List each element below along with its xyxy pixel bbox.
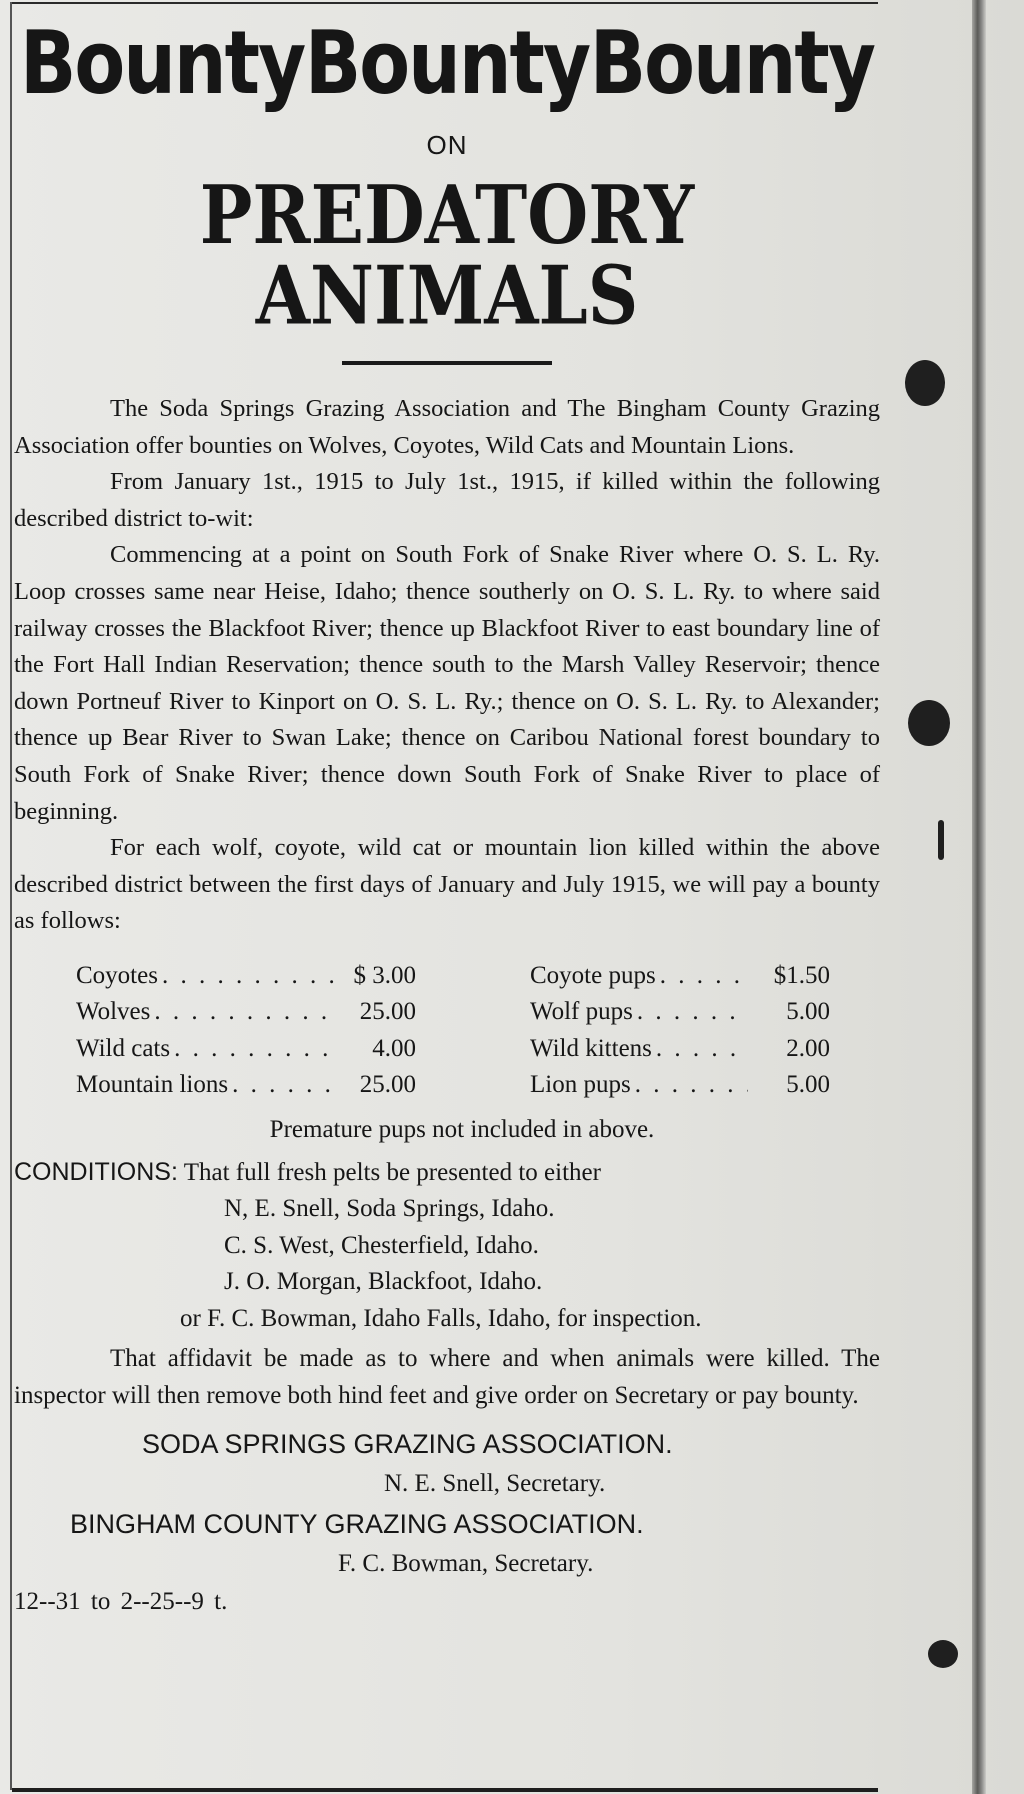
headline: [14, 12, 880, 115]
rate-label: Wild kittens: [530, 1034, 652, 1062]
headline-on: ON: [426, 130, 468, 160]
signature-secretary: N. E. Snell, Secretary.: [384, 1470, 606, 1498]
bounty-paragraph: For each wolf, coyote, wild cat or mountain lion killed within the above described district between the first days of January and July 1915, we will pay a bounty as follows:: [14, 834, 880, 935]
leader-dots: [635, 1067, 748, 1104]
conditions-label: CONDITIONS:: [14, 1157, 178, 1186]
leader-dots: [162, 958, 334, 995]
divider-rule: [342, 361, 552, 365]
ink-blot: [928, 1640, 958, 1668]
premature-note: Premature pups not included in above.: [269, 1115, 655, 1143]
adult-rates-column: [76, 958, 416, 1104]
conditions-text: That full fresh pelts be presented to either: [183, 1158, 601, 1186]
affidavit-paragraph: That affidavit be made as to where and when animals were killed. The inspector will then remove both hind feet and give order on Secretary or pay bounty.: [14, 1345, 880, 1409]
signature-block: [14, 1424, 880, 1584]
rate-label: Mountain lions: [76, 1071, 229, 1099]
advertisement: [14, 6, 880, 1616]
rate-value: 25.00: [359, 998, 416, 1026]
column-gutter-shadow: [972, 0, 986, 1794]
rate-label: Lion pups: [530, 1071, 631, 1099]
run-dates: 12--31 to 2--25--9 t.: [14, 1588, 228, 1616]
rate-row: [76, 1067, 416, 1104]
rate-row: [76, 994, 416, 1031]
inspector-line: or F. C. Bowman, Idaho Falls, Idaho, for inspection.: [180, 1304, 702, 1332]
leader-dots: [232, 1067, 334, 1104]
rate-value: 5.00: [786, 1071, 830, 1099]
ink-blot: [908, 700, 950, 746]
leader-dots: [660, 958, 748, 995]
inspector-line: C. S. West, Chesterfield, Idaho.: [224, 1231, 539, 1259]
body-text: [14, 391, 880, 940]
rate-label: Coyote pups: [530, 961, 656, 989]
rate-label: Wolf pups: [530, 998, 633, 1026]
rate-label: Wild cats: [76, 1034, 171, 1062]
leader-dots: [174, 1031, 334, 1068]
leader-dots: [656, 1031, 748, 1068]
district-paragraph: Commencing at a point on South Fork of Snake River where O. S. L. Ry. Loop crosses same near Heise, Idaho; thence southerly on O. S. L. Ry. to where said railway crosses the Blackfoot River; thence up Blackfoot River to east boundary line of the Fort Hall Indian Reservation; thence south to the Marsh Valley Reservoir; thence down Portneuf River to Kinport on O. S. L. Ry.; thence on O. S. L. Ry. to Alexander; thence up Bear River to Swan Lake; thence on Caribou National forest boundary to South Fork of Snake River; thence down South Fork of Snake River to place of beginning.: [14, 541, 880, 825]
rate-value: 5.00: [786, 998, 830, 1026]
young-rates-column: [530, 958, 830, 1104]
signature-org: SODA SPRINGS GRAZING ASSOCIATION.: [142, 1429, 673, 1460]
subheadline: PREDATORY ANIMALS: [199, 166, 695, 343]
rate-row: [530, 958, 830, 995]
leader-dots: [154, 994, 334, 1031]
rate-row: [530, 1031, 830, 1068]
top-border-rule: [12, 2, 878, 4]
conditions-section: [14, 1154, 880, 1338]
signature-org: BINGHAM COUNTY GRAZING ASSOCIATION.: [70, 1509, 644, 1540]
bottom-border-rule: [12, 1788, 878, 1792]
rate-row: [530, 994, 830, 1031]
intro-paragraph: The Soda Springs Grazing Association and The Bingham County Grazing Association offer bounties on Wolves, Coyotes, Wild Cats and Mountain Lions.: [14, 395, 880, 459]
leader-dots: [637, 994, 748, 1031]
signature-secretary: F. C. Bowman, Secretary.: [338, 1550, 594, 1578]
headline-word: Bounty: [304, 12, 590, 115]
left-border-rule: [10, 2, 12, 1790]
inspector-line: N, E. Snell, Soda Springs, Idaho.: [224, 1195, 555, 1223]
dates-paragraph: From January 1st., 1915 to July 1st., 1915, if killed within the following described district to-wit:: [14, 468, 880, 532]
headline-word: Bounty: [589, 12, 874, 115]
rate-label: Coyotes: [76, 961, 158, 989]
rate-row: [76, 1031, 416, 1068]
rate-row: [76, 958, 416, 995]
bounty-rates-table: [14, 958, 880, 1104]
rate-row: [530, 1067, 830, 1104]
ink-blot: [905, 360, 945, 406]
ink-blot: [938, 820, 944, 860]
rate-value: $1.50: [773, 961, 830, 989]
conditions-line: [14, 1154, 880, 1192]
headline-word: Bounty: [20, 12, 305, 115]
affidavit-section: [14, 1341, 880, 1414]
rate-value: 2.00: [786, 1034, 830, 1062]
inspector-line: J. O. Morgan, Blackfoot, Idaho.: [224, 1268, 543, 1296]
rate-value: $ 3.00: [353, 961, 416, 989]
rate-value: 4.00: [372, 1034, 416, 1062]
rate-value: 25.00: [359, 1071, 416, 1099]
rate-label: Wolves: [76, 998, 151, 1026]
